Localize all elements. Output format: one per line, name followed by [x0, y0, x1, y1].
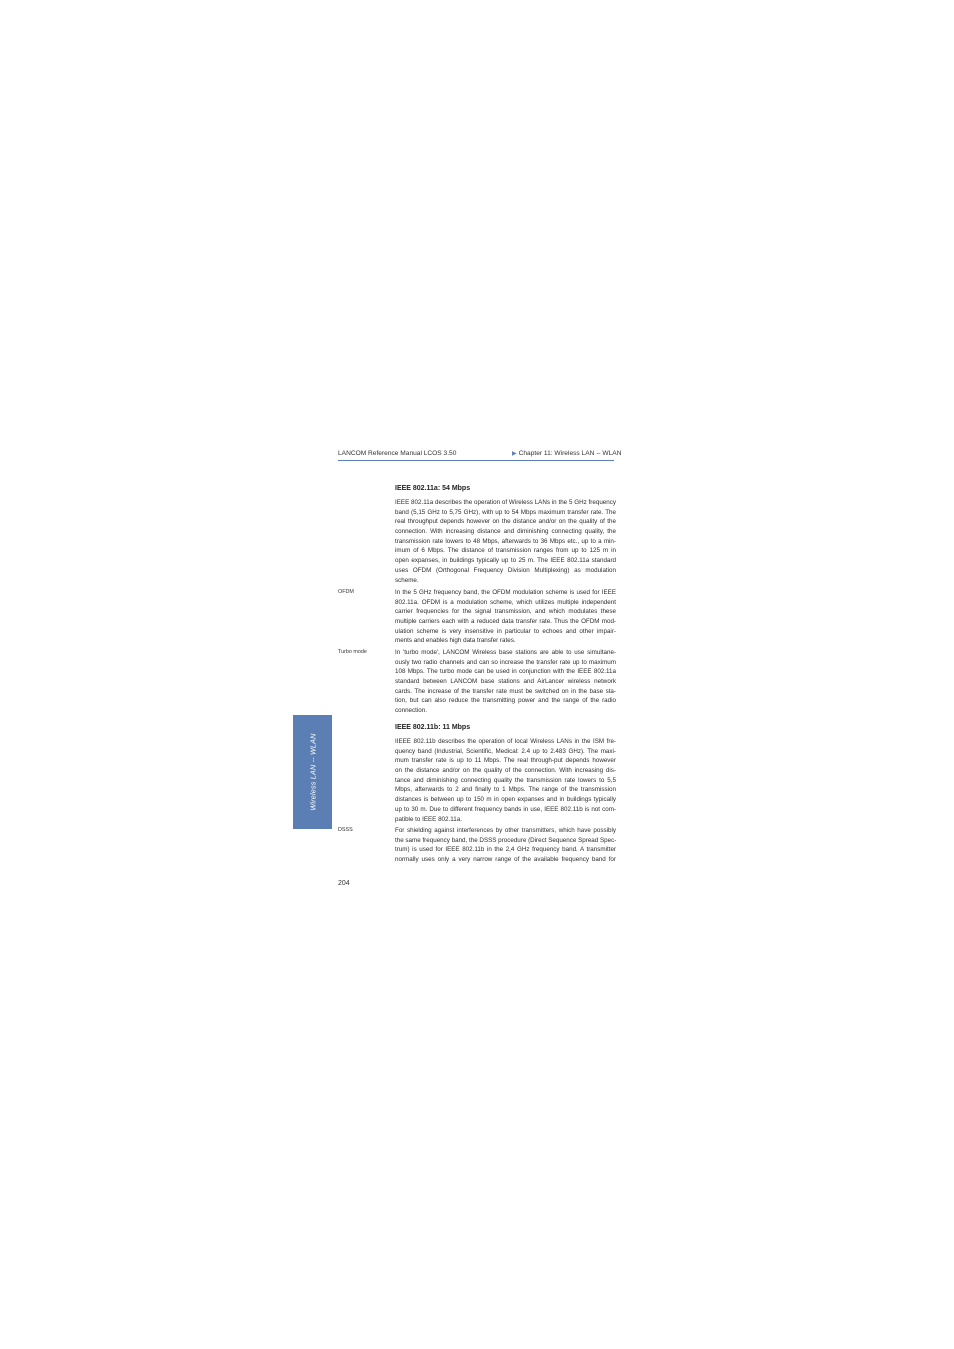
text-line: up to 30 m. Due to different frequency bands in use, IEEE 802.11b is not com-: [395, 805, 616, 813]
text-line: uses OFDM (Orthogonal Frequency Division Multiplexing) as modulation: [395, 566, 616, 574]
text-line: transmission rate lowers to 48 Mbps, afterwards to 36 Mbps etc., up to a min-: [395, 537, 616, 545]
chapter-title: Chapter 11: Wireless LAN -- WLAN: [518, 450, 622, 457]
text-line: multiple carriers each with a reduced data transfer rate. Thus the OFDM mod-: [395, 618, 616, 626]
text-line: IIEEE 802.11b describes the operation of local Wireless LANs in the ISM fre-: [395, 738, 616, 745]
text-line: In 'turbo mode', LANCOM Wireless base stations are able to use simultane-: [395, 649, 616, 656]
text-line: on the distance and/or on the quality of the connection. With increasing dis-: [395, 767, 616, 775]
text-line: connection.: [395, 707, 427, 715]
text-line: trum) is used for IEEE 802.11b in the 2,4 GHz frequency band. A transmitter: [395, 846, 616, 854]
text-line: distances is between up to 150 m in open expanses and in buildings typically: [395, 796, 616, 804]
text-line: the same frequency band, the DSSS procedure (Direct Sequence Spread Spec-: [395, 836, 617, 844]
margin-label-dsss: DSSS: [338, 827, 353, 833]
text-line: band (5,15 GHz to 5,75 GHz), with up to 54 Mbps maximum transfer rate. The: [395, 508, 616, 516]
section-heading-80211a: IEEE 802.11a: 54 Mbps: [395, 485, 471, 492]
running-header-title: LANCOM Reference Manual LCOS 3.50: [338, 450, 457, 457]
header-divider: [338, 460, 614, 461]
chapter-side-tab-label: Wireless LAN -- WLAN: [308, 733, 317, 811]
paragraph-80211b: [395, 737, 616, 824]
paragraph-ofdm: [395, 588, 616, 646]
text-line: tion, but can also reduce the transmitting power and the range of the radio: [395, 697, 616, 705]
text-line: real throughput depends however on the distance and/or on the quality of the: [395, 518, 616, 526]
paragraph-80211a: [395, 498, 616, 585]
paragraph-turbo-mode: [395, 648, 616, 716]
text-line: In the 5 GHz frequency band, the OFDM modulation scheme is used for IEEE: [395, 589, 616, 596]
text-line: open expanses, in buildings typically up to 25 m. The IEEE 802.11a standard: [395, 557, 616, 565]
text-line: Mbps, afterwards to 2 and finally to 1 Mbps. The range of the transmission: [395, 786, 616, 794]
paragraph-dsss: [395, 826, 616, 865]
page-number: 204: [338, 880, 350, 887]
chapter-arrow-icon: ▶: [512, 451, 517, 457]
margin-label-turbo-mode: Turbo mode: [338, 649, 367, 655]
text-line: imum of 6 Mbps. The distance of transmission ranges from up to 125 m in: [395, 547, 616, 555]
running-header-chapter: [512, 450, 622, 457]
text-line: carrier frequencies for the signal transmission, and which modulates these: [395, 608, 616, 616]
text-line: quency band (Industrial, Scientific, Medical: 2.4 up to 2.483 GHz). The maxi-: [395, 747, 616, 755]
text-line: ments and enables high data transfer rates.: [395, 637, 516, 645]
text-line: mum transfer rate is up to 11 Mbps. The real through-put depends however: [395, 757, 616, 765]
text-line: cards. The increase of the transfer rate must be switched on in the base sta-: [395, 687, 616, 695]
text-line: standard between LANCOM base stations and AirLancer wireless network: [395, 678, 616, 686]
text-line: normally uses only a very narrow range of the available frequency band for: [395, 856, 616, 864]
text-line: connection. With increasing distance and diminishing connecting quality, the: [395, 528, 616, 536]
text-line: For shielding against interferences by other transmitters, which have possibly: [395, 827, 616, 834]
text-line: ulation scheme is very insensitive in particular to echoes and other impair-: [395, 627, 616, 635]
chapter-side-tab: [293, 715, 332, 829]
text-line: IEEE 802.11a describes the operation of Wireless LANs in the 5 GHz frequency: [395, 499, 616, 506]
margin-label-ofdm: OFDM: [338, 589, 354, 595]
text-line: patible to IEEE 802.11a.: [395, 815, 462, 823]
text-line: tance and diminishing connecting quality the transmission rate lowers to 5,5: [395, 776, 616, 784]
text-line: ously two radio channels and can so increase the transfer rate up to maximum: [395, 658, 616, 666]
text-line: 108 Mbps. The turbo mode can be used in conjunction with the IEEE 802.11a: [395, 668, 616, 676]
text-line: scheme.: [395, 576, 419, 584]
text-line: 802.11a. OFDM is a modulation scheme, which utilizes multiple independent: [395, 598, 616, 606]
section-heading-80211b: IEEE 802.11b: 11 Mbps: [395, 724, 471, 731]
